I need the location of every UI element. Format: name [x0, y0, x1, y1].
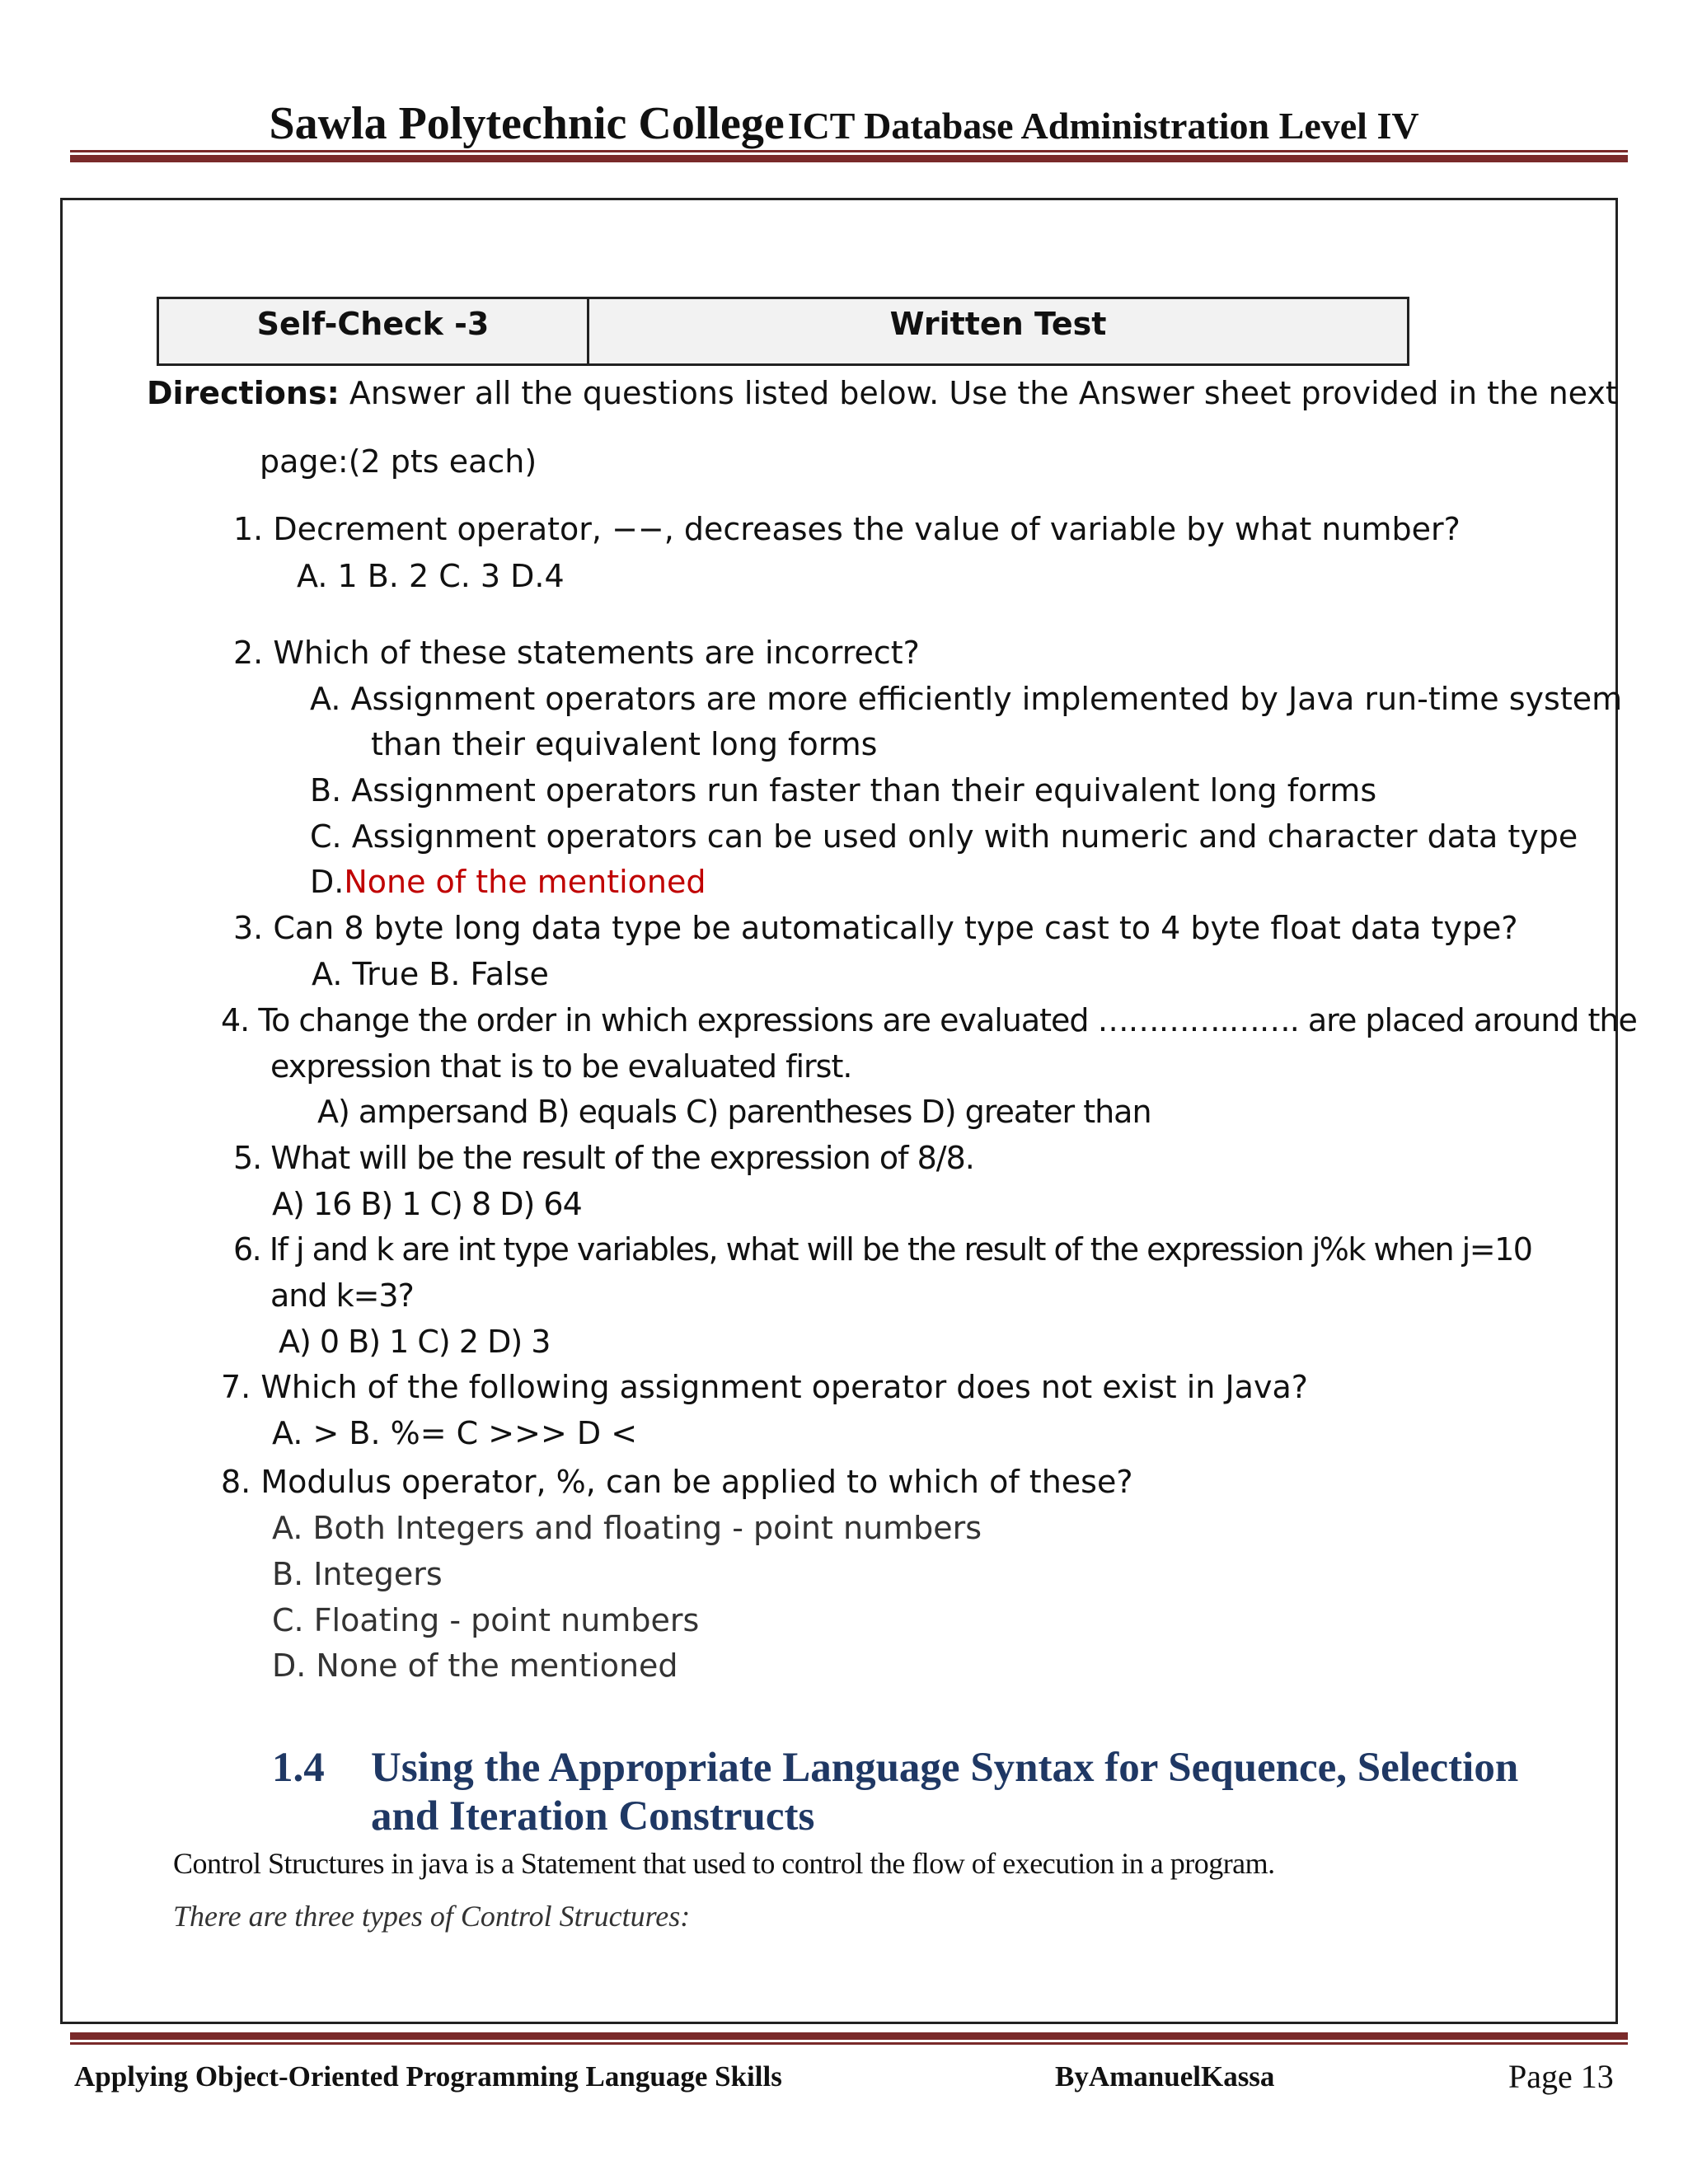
header-rule-thin — [70, 150, 1628, 152]
question-1-options: A. 1 B. 2 C. 3 D.4 — [297, 558, 565, 594]
directions-label: Directions: — [147, 375, 340, 411]
question-3: 3. Can 8 byte long data type be automatically type cast to 4 byte float data type? — [233, 910, 1518, 946]
footer-author: ByAmanuelKassa — [1055, 2060, 1275, 2093]
directions — [147, 375, 1618, 411]
question-2-option-c: C. Assignment operators can be used only with numeric and character data type — [310, 818, 1578, 855]
question-8-option-c: C. Floating - point numbers — [272, 1602, 700, 1638]
question-8: 8. Modulus operator, %, can be applied to which of these? — [221, 1464, 1133, 1500]
footer-rule-thick — [70, 2032, 1628, 2040]
question-4: 4. To change the order in which expressions are evaluated ………….……. are placed around the — [221, 1002, 1637, 1038]
header-rule-thick — [70, 155, 1628, 162]
footer-course-title: Applying Object-Oriented Programming Language Skills — [74, 2060, 782, 2093]
directions-text: Answer all the questions listed below. Use the Answer sheet provided in the next — [349, 375, 1618, 411]
footer-rule-thin — [70, 2042, 1628, 2045]
question-8-option-b: B. Integers — [272, 1556, 443, 1592]
question-6: 6. If j and k are int type variables, what will be the result of the expression j%k when j=10 — [233, 1231, 1532, 1268]
question-8-option-d: D. None of the mentioned — [272, 1647, 678, 1684]
question-7: 7. Which of the following assignment operator does not exist in Java? — [221, 1369, 1308, 1405]
question-8-option-a: A. Both Integers and floating - point numbers — [272, 1510, 982, 1546]
question-2-option-a: A. Assignment operators are more efficiently implemented by Java run-time system — [310, 681, 1623, 717]
body-paragraph: Control Structures in java is a Statement that used to control the flow of execution in a program. — [173, 1847, 1275, 1880]
self-check-type: Written Test — [589, 299, 1407, 363]
question-3-options: A. True B. False — [312, 956, 549, 992]
question-2-option-a-cont: than their equivalent long forms — [371, 726, 878, 762]
question-5-options: A) 16 B) 1 C) 8 D) 64 — [272, 1186, 582, 1222]
question-6-cont: and k=3? — [270, 1277, 414, 1314]
course-name: ICT Database Administration Level IV — [787, 105, 1419, 147]
question-2-option-d — [310, 864, 706, 900]
question-1: 1. Decrement operator, −−, decreases the value of variable by what number? — [233, 511, 1461, 547]
question-2-option-b: B. Assignment operators run faster than their equivalent long forms — [310, 772, 1377, 808]
question-4-options: A) ampersand B) equals C) parentheses D) greater than — [317, 1094, 1151, 1130]
section-number: 1.4 — [272, 1745, 325, 1791]
question-7-options: A. > B. %= C >>> D < — [272, 1415, 638, 1451]
body-italic-line: There are three types of Control Structures: — [173, 1900, 691, 1933]
page-header — [0, 97, 1688, 150]
question-4-cont: expression that is to be evaluated first. — [270, 1048, 852, 1085]
section-title-cont: and Iteration Constructs — [371, 1793, 815, 1840]
question-2: 2. Which of these statements are incorrect? — [233, 635, 920, 671]
question-2-option-d-prefix: D. — [310, 864, 345, 900]
question-2-answer-highlight: None of the mentioned — [344, 864, 706, 900]
page-number: Page 13 — [1508, 2058, 1614, 2095]
self-check-label: Self-Check -3 — [159, 299, 589, 363]
self-check-table — [157, 297, 1409, 366]
section-title: Using the Appropriate Language Syntax for Sequence, Selection — [371, 1745, 1519, 1791]
college-name: Sawla Polytechnic College — [269, 98, 785, 149]
question-5: 5. What will be the result of the expression of 8/8. — [233, 1140, 974, 1176]
directions-text-2: page:(2 pts each) — [260, 443, 537, 480]
question-6-options: A) 0 B) 1 C) 2 D) 3 — [279, 1324, 551, 1360]
